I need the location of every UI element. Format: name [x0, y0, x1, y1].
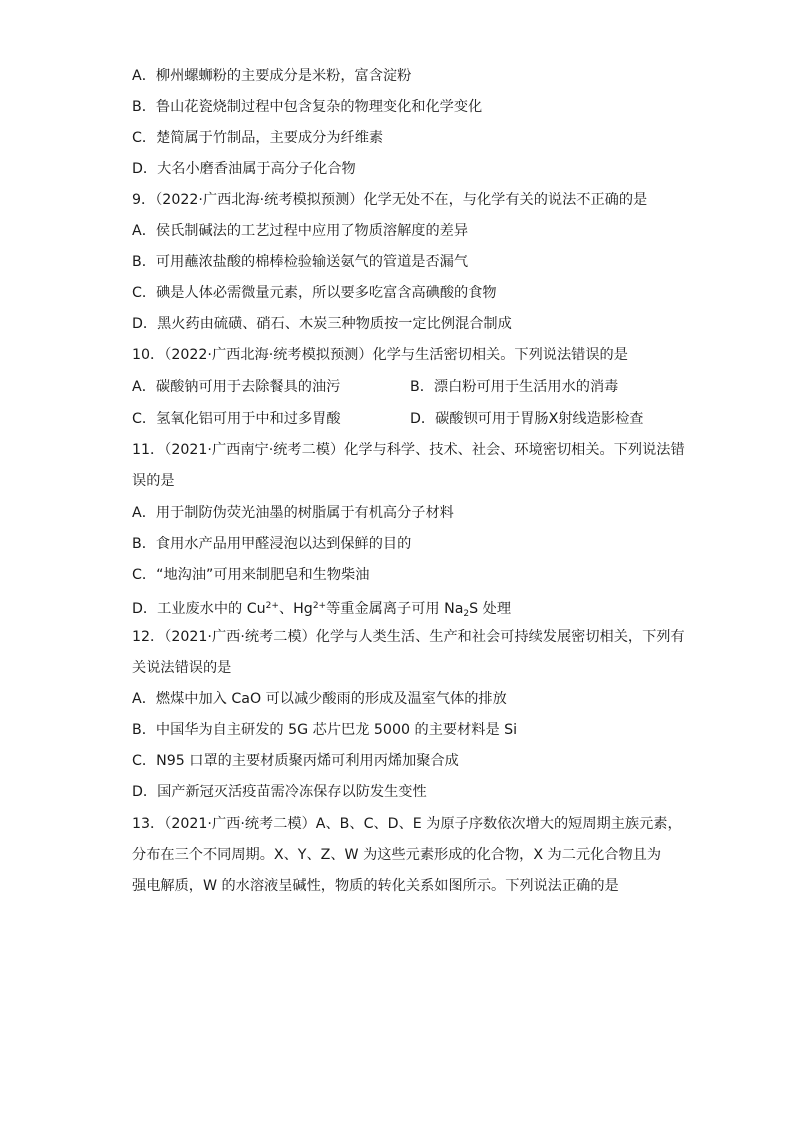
na-subscript: 2	[463, 609, 470, 619]
hg-ion-charge: 2+	[312, 601, 327, 611]
q11-option-d	[132, 596, 511, 624]
q9-option-d: D．黑火药由硫磺、硝石、木炭三种物质按一定比例混合制成	[132, 316, 512, 332]
cu-ion-charge: 2+	[265, 601, 279, 611]
q11-stem-line1: 11．（2021·广西南宁·统考二模）化学与科学、技术、社会、环境密切相关。下列说法错	[132, 442, 685, 458]
q12-stem-line2: 关说法错误的是	[132, 660, 232, 676]
q11-option-c: C．“地沟油”可用来制肥皂和生物柴油	[132, 567, 370, 583]
q12-stem-line1: 12．（2021·广西·统考二模）化学与人类生活、生产和社会可持续发展密切相关，下列有	[132, 629, 685, 645]
q12-option-d: D．国产新冠灭活疫苗需冷冻保存以防发生变性	[132, 784, 427, 800]
q10-option-d: D．碳酸钡可用于胃肠X射线造影检查	[410, 411, 644, 427]
q8-option-b: B．鲁山花瓷烧制过程中包含复杂的物理变化和化学变化	[132, 99, 483, 115]
q12-option-a: A．燃煤中加入 CaO 可以减少酸雨的形成及温室气体的排放	[132, 691, 507, 707]
q13-stem-line3: 强电解质，W 的水溶液呈碱性，物质的转化关系如图所示。下列说法正确的是	[132, 878, 619, 894]
q8-option-a: A．柳州螺蛳粉的主要成分是米粉，富含淀粉	[132, 68, 412, 84]
q11-option-d-mid: 、Hg	[278, 601, 313, 617]
q8-option-d: D．大名小磨香油属于高分子化合物	[132, 161, 356, 177]
q11-option-d-prefix: D．工业废水中的 Cu	[132, 601, 266, 617]
q10-option-c: C．氢氧化铝可用于中和过多胃酸	[132, 411, 341, 427]
q11-option-a: A．用于制防伪荧光油墨的树脂属于有机高分子材料	[132, 505, 454, 521]
q11-option-d-suffix: S 处理	[469, 601, 512, 617]
q11-option-b: B．食用水产品用甲醛浸泡以达到保鲜的目的	[132, 536, 412, 552]
q9-option-b: B．可用蘸浓盐酸的棉棒检验输送氨气的管道是否漏气	[132, 254, 469, 270]
q12-option-c: C．N95 口罩的主要材质聚丙烯可利用丙烯加聚合成	[132, 753, 459, 769]
q12-option-b: B．中国华为自主研发的 5G 芯片巴龙 5000 的主要材料是 Si	[132, 722, 518, 738]
q11-stem-line2: 误的是	[132, 473, 175, 489]
q9-option-a: A．侯氏制碱法的工艺过程中应用了物质溶解度的差异	[132, 223, 469, 239]
q10-stem: 10．（2022·广西北海·统考模拟预测）化学与生活密切相关。下列说法错误的是	[132, 347, 628, 363]
q13-stem-line1: 13．（2021·广西·统考二模）A、B、C、D、E 为原子序数依次增大的短周期主族元素，	[132, 816, 682, 832]
q10-option-b: B．漂白粉可用于生活用水的消毒	[410, 379, 619, 395]
q10-option-a: A．碳酸钠可用于去除餐具的油污	[132, 379, 341, 395]
q9-option-c: C．碘是人体必需微量元素，所以要多吃富含高碘酸的食物	[132, 285, 497, 301]
q11-option-d-mid2: 等重金属离子可用 Na	[326, 601, 464, 617]
q9-stem: 9．（2022·广西北海·统考模拟预测）化学无处不在，与化学有关的说法不正确的是	[132, 192, 648, 208]
q13-stem-line2: 分布在三个不同周期。X、Y、Z、W 为这些元素形成的化合物，X 为二元化合物且为	[132, 847, 662, 863]
q8-option-c: C．楚简属于竹制品，主要成分为纤维素	[132, 130, 384, 146]
